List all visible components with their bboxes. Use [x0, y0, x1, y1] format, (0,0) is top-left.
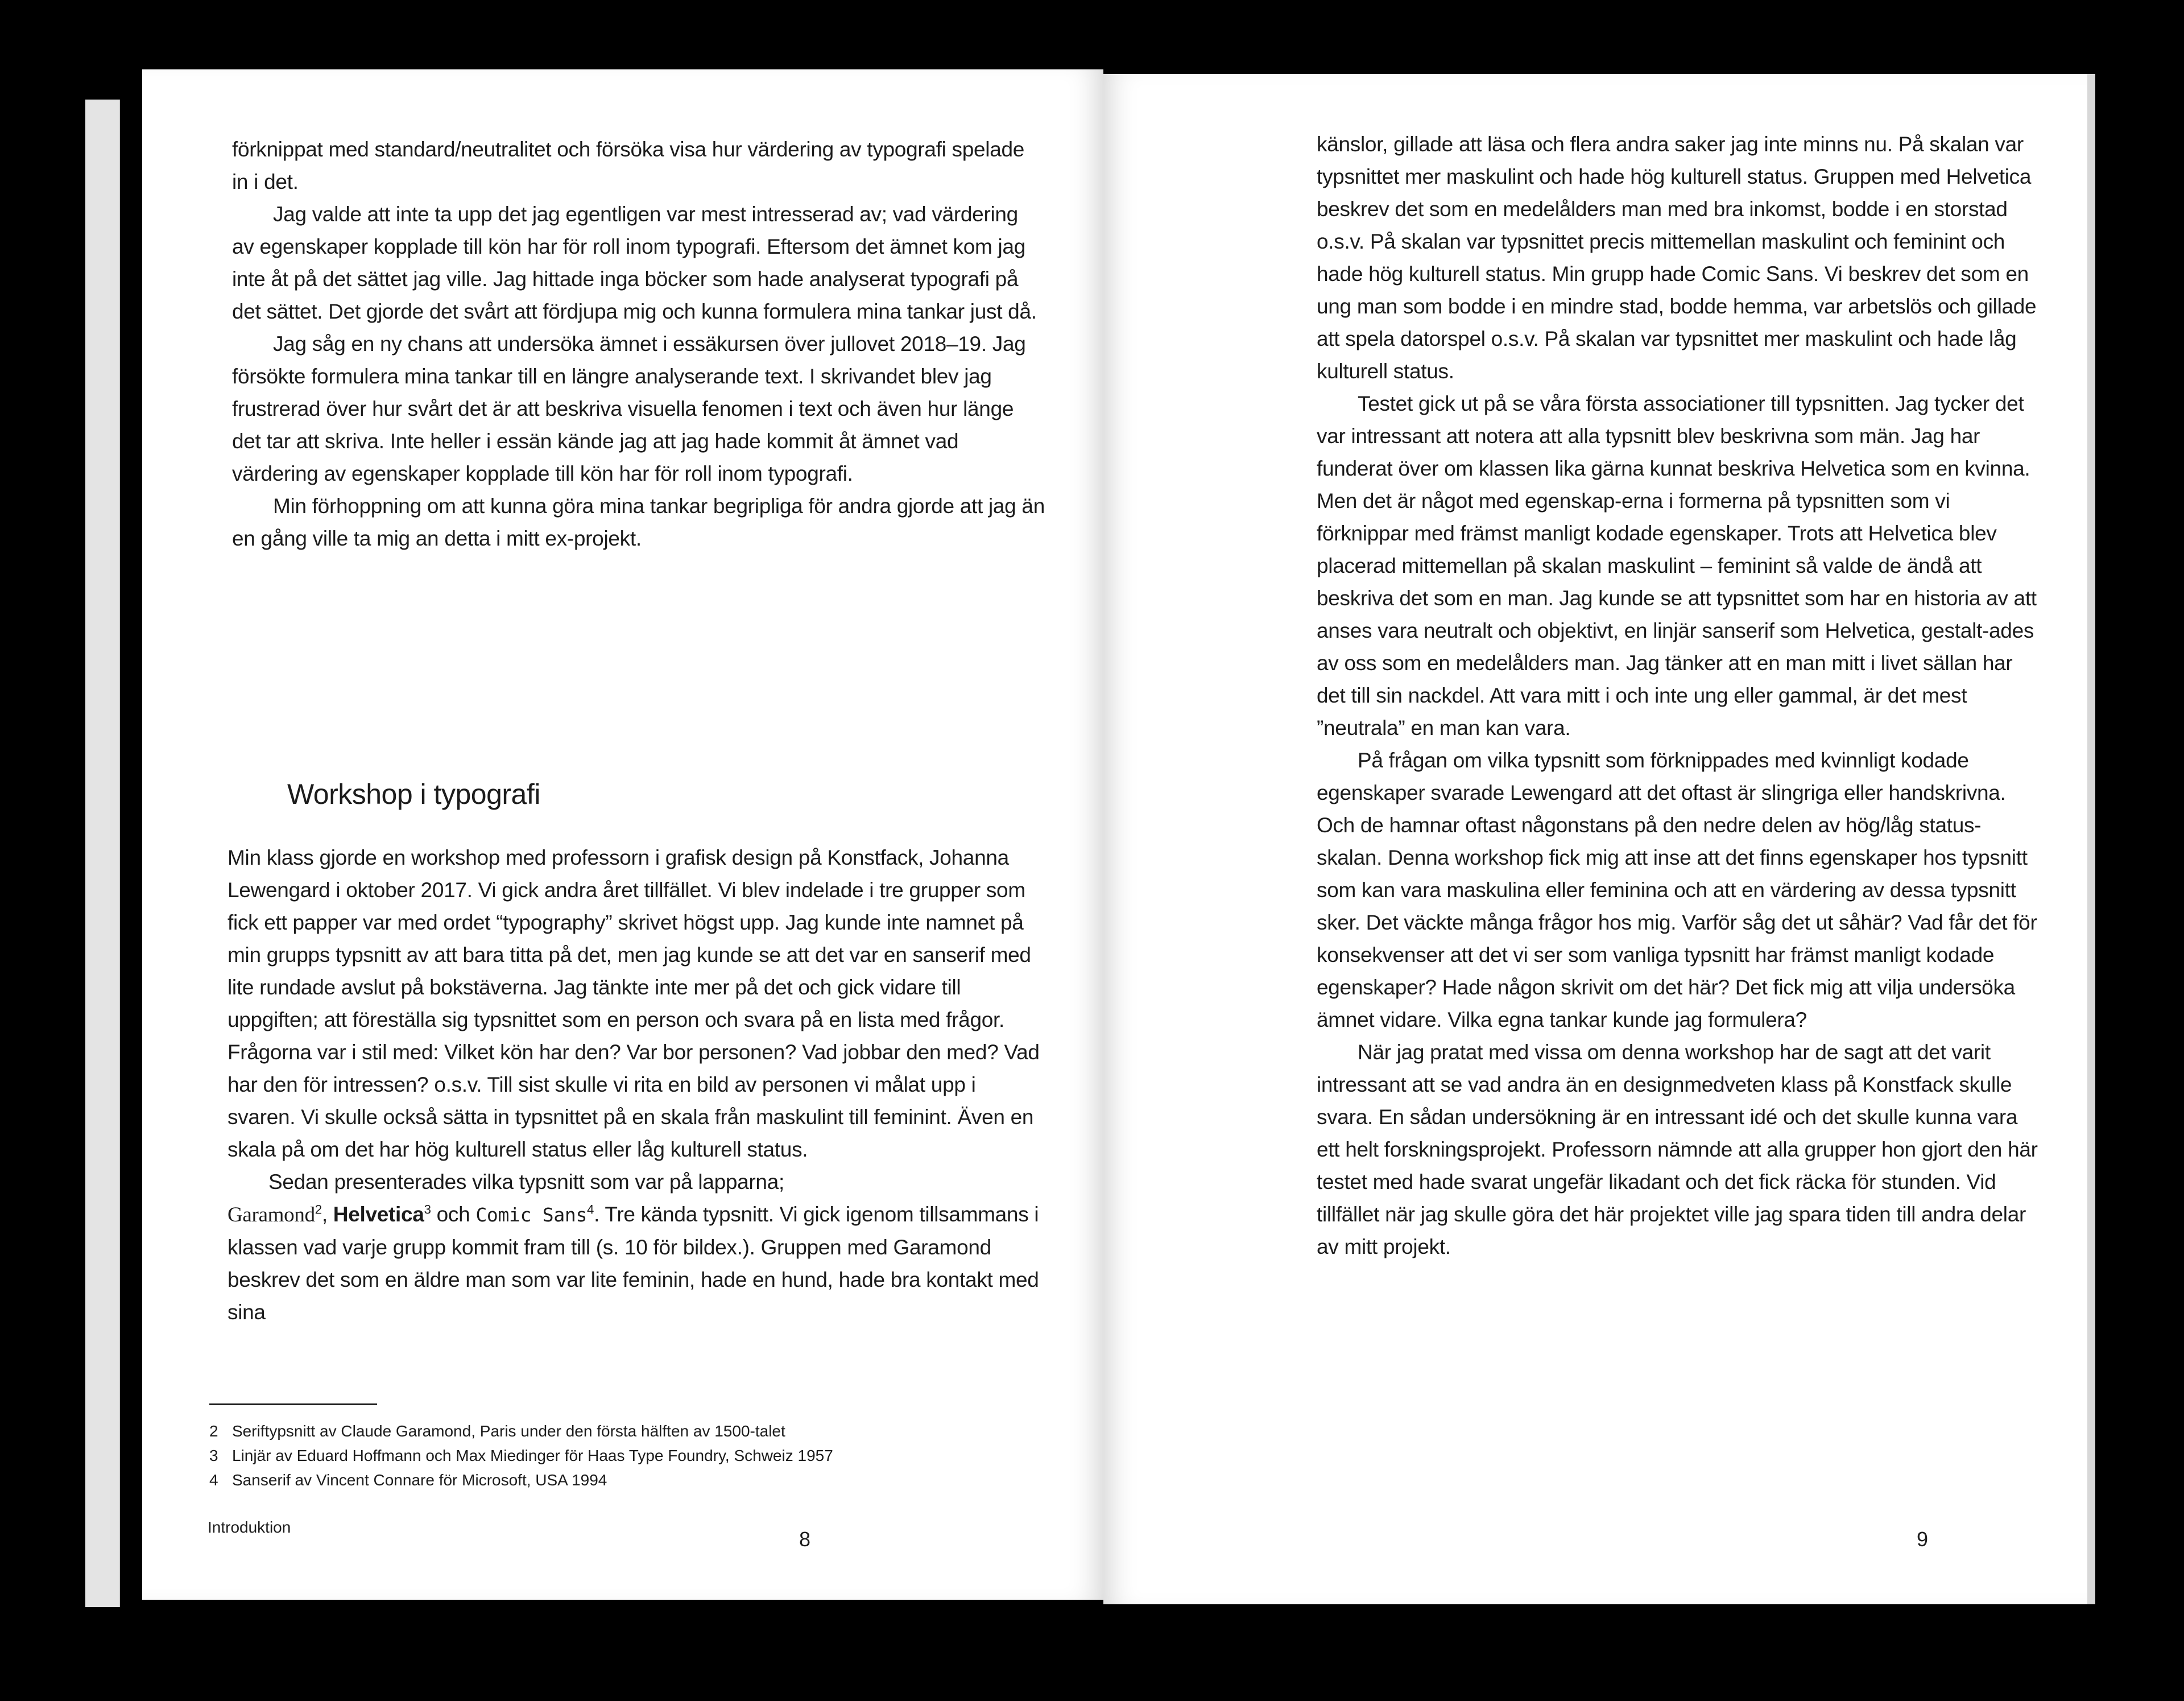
paragraph: När jag pratat med vissa om denna workshop har de sagt att det varit intressant att se vad andra än en designmedveten klass på Konstfack skulle svara. En sådan undersökning är en intressant idé och det skulle kunna vara ett helt forskningsprojekt. Professorn nämnde att alla grupper hon gjort den här testet med hade svarat ungefär likadant och det fick räcka för stunden. Vid tillfället när jag skulle göra det här projektet ville jag spara tiden till andra delar av mitt projekt. — [1317, 1041, 2038, 1258]
page-stack-edge — [85, 100, 120, 1607]
left-body-top — [232, 133, 1045, 555]
footnote-number: 4 — [209, 1471, 218, 1489]
footnote-ref: 3 — [424, 1202, 431, 1217]
paragraph: Testet gick ut på se våra första associationer till typsnitten. Jag tycker det var intressant att notera att alla typsnitt blev beskrivna som män. Jag har funderat över om klassen lika gärna kunnat beskriva Helvetica som en kvinna. Men det är något med egenskap-erna i formerna på typsnitten som vi förknippar med främst manligt kodade egenskaper. Trots att Helvetica blev placerad mittemellan på skalan maskulint – feminint så valde de ändå att beskriva det som en man. Jag kunde se att typsnittet som har en historia av att anses vara neutralt och objektivt, en linjär sanserif som Helvetica, gestalt-ades av oss som en medelålders man. Jag tänker att en man mitt i livet sällan har det till sin nackdel. Att vara mitt i och inte ung eller gammal, är det mest ”neutrala” en man kan vara. — [1317, 392, 2037, 740]
separator: , — [321, 1203, 333, 1226]
page-number: 8 — [799, 1527, 811, 1551]
footnote — [209, 1468, 1034, 1492]
page-stack-edge-right — [2087, 74, 2095, 1604]
paragraph: På frågan om vilka typsnitt som förknippades med kvinnligt kodade egenskaper svarade Lewengard att det oftast är slingriga eller handskrivna. Och de hamnar oftast någonstans på den nedre delen av hög/låg status-skalan. Denna workshop fick mig att inse att det finns egenskaper hos typsnitt som kan vara maskulina eller feminina och att en värdering av dessa typsnitt sker. Det väckte många frågor hos mig. Varför såg det ut såhär? Vad får det för konsekvenser att det vi ser som vanliga typsnitt har främst manligt kodade egenskaper? Hade någon skrivit om det här? Det fick mig att vilja undersöka ämnet vidare. Vilka egna tankar kunde jag formulera? — [1317, 749, 2037, 1031]
font-sample-comic-sans: Comic Sans — [475, 1204, 588, 1226]
page-number: 9 — [1917, 1527, 1929, 1551]
footnote-number: 2 — [209, 1422, 218, 1440]
paragraph: Jag såg en ny chans att undersöka ämnet i essäkursen över jullovet 2018–19. Jag försökte formulera mina tankar till en längre analyserande text. I skrivandet blev jag frustrerad över hur svårt det är att beskriva visuella fenomen i text och även hur länge det tar att skriva. Inte heller i essän kände jag att jag hade kommit åt ämnet vad värdering av egenskaper kopplade till kön har för roll inom typografi. — [232, 332, 1026, 485]
separator: och — [431, 1203, 476, 1226]
paragraph: Min förhoppning om att kunna göra mina tankar begripliga för andra gjorde att jag än en gång ville ta mig an detta i mitt ex-projekt. — [232, 494, 1045, 550]
font-sample-garamond: Garamond — [228, 1203, 315, 1227]
footnotes — [209, 1419, 1034, 1492]
footnote-ref: 4 — [587, 1202, 594, 1217]
paragraph: Min klass gjorde en workshop med professorn i grafisk design på Konstfack, Johanna Lewengard i oktober 2017. Vi gick andra året tillfället. Vi blev indelade i tre grupper som fick ett papper var med ordet “typography” skrivet högst upp. Jag kunde inte namnet på min grupps typsnitt av att bara titta på det, men jag kunde se att det var en sanserif med lite rundade avslut på bokstäverna. Jag tänkte inte mer på det och gick vidare till uppgiften; att föreställa sig typsnittet som en person och svara på en lista med frågor. Frågorna var i stil med: Vilket kön har den? Var bor personen? Vad jobbar den med? Vad har den för intressen? o.s.v. Till sist skulle vi rita en bild av personen vi målat upp i svaren. Vi skulle också sätta in typsnittet på en skala från maskulint till feminint. Även en skala på om det har hög kulturell status eller låg kulturell status. — [228, 846, 1040, 1161]
footnote-rule — [209, 1403, 377, 1405]
footnote-number: 3 — [209, 1447, 218, 1464]
running-head: Introduktion — [208, 1518, 291, 1536]
footnote-ref: 2 — [315, 1202, 322, 1217]
footnote-text: Sanserif av Vincent Connare för Microsoft, USA 1994 — [232, 1471, 607, 1489]
left-body-workshop — [228, 841, 1041, 1328]
footnote — [209, 1443, 1034, 1468]
section-heading: Workshop i typografi — [287, 778, 540, 810]
footnote-text: Linjär av Eduard Hoffmann och Max Miedinger för Haas Type Foundry, Schweiz 1957 — [232, 1447, 833, 1464]
right-body — [1317, 128, 2039, 1263]
left-page — [142, 69, 1103, 1600]
paragraph-fonts — [228, 1166, 1041, 1328]
footnote-text: Seriftypsnitt av Claude Garamond, Paris under den första hälften av 1500-talet — [232, 1422, 785, 1440]
fonts-intro: Sedan presenterades vilka typsnitt som var på lapparna; — [268, 1170, 784, 1194]
footnote — [209, 1419, 1034, 1443]
paragraph: Jag valde att inte ta upp det jag egentligen var mest intresserad av; vad värdering av egenskaper kopplade till kön har för roll inom typografi. Eftersom det ämnet kom jag inte åt på det sättet jag ville. Jag hittade inga böcker som hade analyserat typografi på det sättet. Det gjorde det svårt att fördjupa mig och kunna formulera mina tankar just då. — [232, 203, 1037, 323]
fonts-rest: . Tre kända typsnitt. Vi gick igenom tillsammans i klassen vad varje grupp kommit fram till (s. 10 för bildex.). Gruppen med Garamond beskrev det som en äldre man som var lite feminin, hade en hund, hade bra kontakt med sina — [228, 1203, 1039, 1324]
font-sample-helvetica: Helvetica — [333, 1203, 424, 1226]
right-page — [1103, 74, 2087, 1604]
paragraph: känslor, gillade att läsa och flera andra saker jag inte minns nu. På skalan var typsnittet mer maskulint och hade hög kulturell status. Gruppen med Helvetica beskrev det som en medelålders man med bra inkomst, bodde i en storstad o.s.v. På skalan var typsnittet precis mittemellan maskulint och feminint och hade hög kulturell status. Min grupp hade Comic Sans. Vi beskrev det som en ung man som bodde i en mindre stad, bodde hemma, var arbetslös och gillade att spela datorspel o.s.v. På skalan var typsnittet mer maskulint och hade låg kulturell status. — [1317, 133, 2037, 383]
paragraph: förknippat med standard/neutralitet och försöka visa hur värdering av typografi spelade in i det. — [232, 138, 1025, 193]
